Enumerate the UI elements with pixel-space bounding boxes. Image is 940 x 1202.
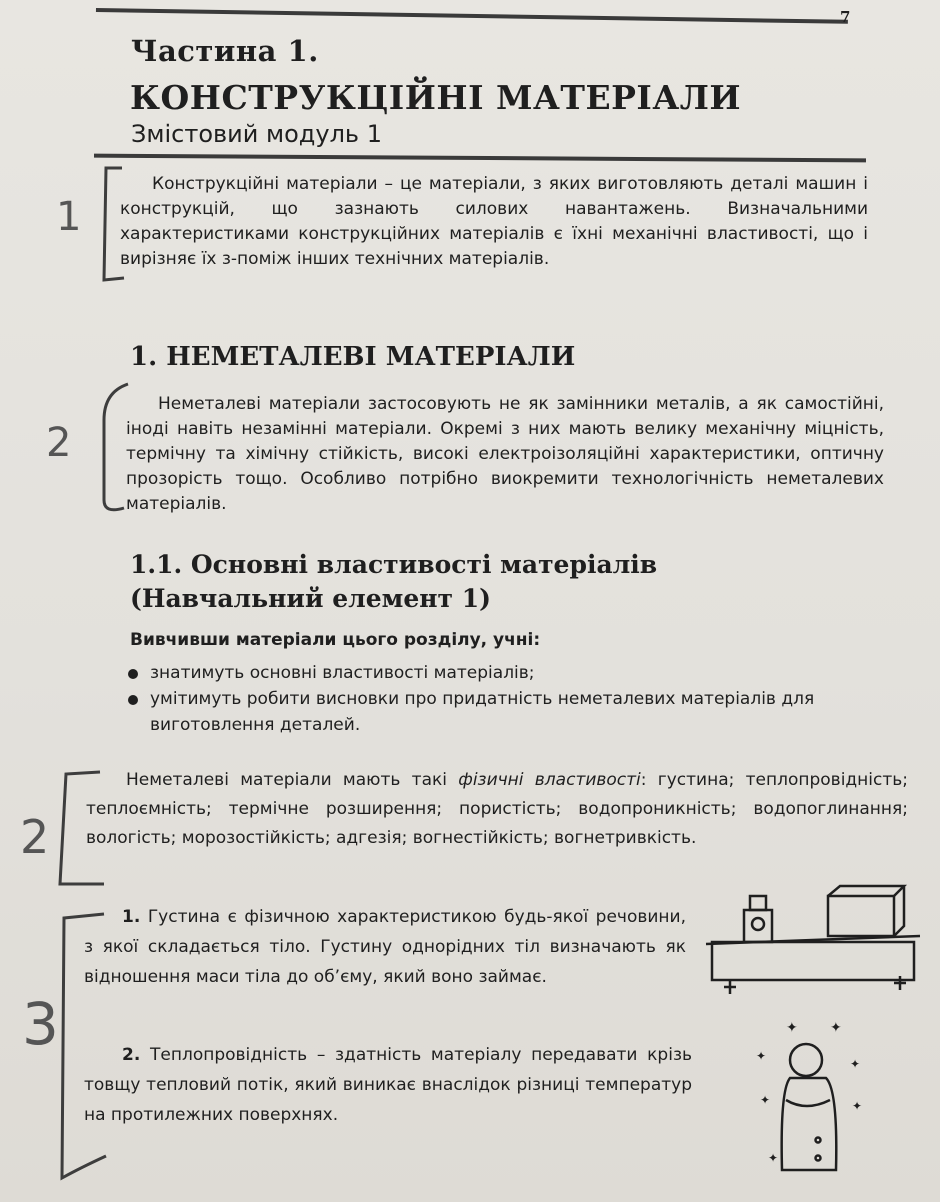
scale-illustration-icon [706, 886, 920, 994]
item-text: Густина є фізичною характеристикою будь-якої речовини, з якої складається тіло. Густину однорідних тіл визначають як відношення маси тіла до об’єму, який воно займає. [84, 907, 687, 987]
properties-emphasis: фізичні властивості [458, 770, 641, 790]
objectives-lead: Вивчивши матеріали цього розділу, учні: [130, 630, 541, 650]
handwritten-note: 2 [46, 420, 72, 466]
subsection-heading-line2: (Навчальний елемент 1) [130, 584, 491, 613]
svg-text:✦: ✦ [786, 1020, 798, 1036]
item-text: Теплопровідність – здатність матеріалу передавати крізь товщу тепловий потік, який виникає внаслідок різниці температур на протилежних поверхнях. [84, 1045, 693, 1125]
svg-text:✦: ✦ [830, 1020, 842, 1036]
svg-text:✦: ✦ [760, 1093, 771, 1107]
main-title: КОНСТРУКЦІЙНІ МАТЕРІАЛИ [130, 78, 742, 117]
handwritten-note: 1 [56, 194, 82, 240]
item-number: 2. [122, 1045, 141, 1065]
list-item-text: умітимуть робити висновки про придатність неметалевих матеріалів для виготовлення деталей. [150, 689, 815, 735]
bracket-mark [104, 384, 128, 510]
svg-text:✦: ✦ [850, 1057, 861, 1071]
bracket-mark [60, 772, 104, 884]
properties-text-after: : густина; теплопровідність; теплоємність; термічне розширення; пористість; водопроникність; водопоглинання; вологість; морозостійкість; адгезія; вогнестійкість; вогнетривкість. [86, 770, 909, 848]
handwritten-note: 3 [22, 990, 59, 1058]
svg-text:✦: ✦ [756, 1049, 767, 1063]
module-title: Змістовий модуль 1 [131, 120, 382, 148]
section-heading: 1. НЕМЕТАЛЕВІ МАТЕРІАЛИ [130, 342, 576, 372]
section1-text: Неметалеві матеріали застосовують не як замінники металів, а як самостійні, іноді навіть незамінні матеріали. Окремі з них мають велику механічну міцність, термічну та хімічну стійкість, високі електроізоляційні характеристики, оптичну прозорість тощо. Особливо потрібно виокремити технологічність неметалевих матеріалів. [126, 394, 884, 514]
bracket-mark [104, 168, 124, 280]
handwritten-note: 2 [20, 810, 50, 864]
cold-person-illustration-icon [756, 1020, 862, 1170]
item-number: 1. [122, 907, 141, 927]
properties-text-before: Неметалеві матеріали мають такі [126, 770, 459, 790]
svg-text:✦: ✦ [852, 1099, 863, 1113]
page-number: 7 [840, 8, 851, 26]
bracket-mark [62, 914, 106, 1178]
intro-text: Конструкційні матеріали – це матеріали, з яких виготовляють деталі машин і конструкцій, що зазнають силових навантажень. Визначальними характеристиками конструкційних матеріалів є їхні механічні властивості, що і вирізняє їх з-поміж інших технічних матеріалів. [120, 174, 868, 269]
subsection-heading-line1: 1.1. Основні властивості матеріалів [130, 550, 658, 579]
part-title: Частина 1. [131, 34, 319, 68]
list-item-text: знатимуть основні властивості матеріалів; [150, 663, 535, 683]
svg-text:✦: ✦ [768, 1151, 779, 1165]
